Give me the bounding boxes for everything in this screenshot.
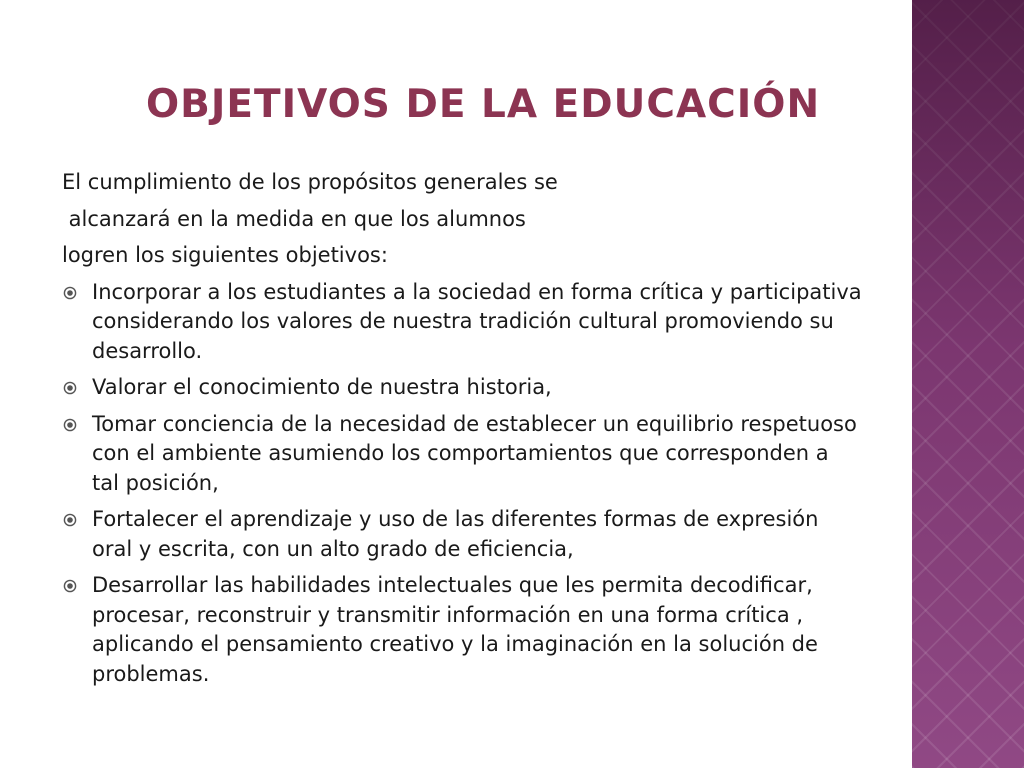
objective-text: Desarrollar las habilidades intelectuales que les permita decodificar, procesar, reconstruir y transmitir información en una forma crítica , aplicando el pensamiento creativo y la imaginación en la solución de problemas. — [92, 573, 818, 686]
objective-text: Valorar el conocimiento de nuestra historia, — [92, 375, 552, 399]
decorative-side-band — [912, 0, 1024, 768]
slide-content — [62, 168, 862, 696]
objective-item — [62, 505, 862, 564]
slide-title: OBJETIVOS DE LA EDUCACIÓN — [146, 82, 821, 127]
radio-dot-icon — [63, 579, 77, 593]
radio-dot-icon — [63, 286, 77, 300]
objective-text: Fortalecer el aprendizaje y uso de las diferentes formas de expresión oral y escrita, con un alto grado de eficiencia, — [92, 507, 819, 561]
intro-line-3: logren los siguientes objetivos: — [62, 243, 388, 267]
radio-dot-icon — [63, 381, 77, 395]
radio-dot-icon — [63, 418, 77, 432]
objective-item — [62, 373, 862, 403]
objective-text: Incorporar a los estudiantes a la sociedad en forma crítica y participativa considerando los valores de nuestra tradición cultural promoviendo su desarrollo. — [92, 279, 862, 363]
objective-text: Tomar conciencia de la necesidad de establecer un equilibrio respetuoso con el ambiente asumiendo los comportamientos que corresponden a tal posición, — [92, 411, 857, 495]
objectives-list — [62, 278, 862, 690]
intro-line-1: El cumplimiento de los propósitos generales se — [62, 170, 558, 194]
radio-dot-icon — [63, 513, 77, 527]
objective-item — [62, 571, 862, 689]
intro-line-2: alcanzará en la medida en que los alumnos — [62, 206, 526, 231]
objective-item — [62, 278, 862, 367]
objective-item — [62, 410, 862, 499]
